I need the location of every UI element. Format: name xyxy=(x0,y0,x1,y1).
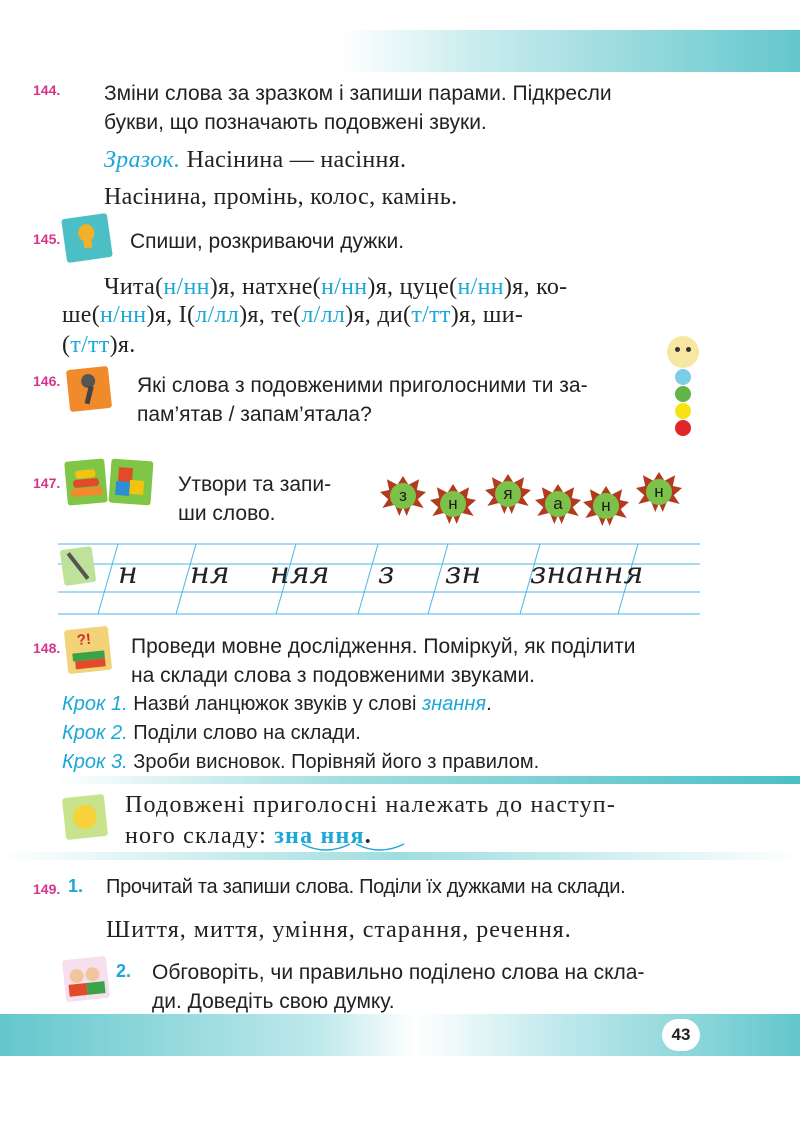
step-3-text: Зроби висновок. Порівняй його з правилом. xyxy=(127,751,540,773)
letter-choice: н/нн xyxy=(320,274,368,300)
syllable-2: ння xyxy=(320,823,365,849)
handwriting-2: ня xyxy=(190,556,230,591)
step-2-label: Крок 2. xyxy=(62,722,128,744)
step-3-label: Крок 3. xyxy=(62,751,128,773)
letter-blocks-icon xyxy=(109,459,154,506)
handwriting-4: з xyxy=(378,556,395,591)
exercise-147-line1: Утвори та запи- xyxy=(178,473,332,496)
word-fragment: )я, І( xyxy=(146,302,196,328)
handwriting-1: н xyxy=(118,556,138,591)
page-number: 43 xyxy=(662,1019,700,1051)
exercise-145-instruction: Спиши, розкриваючи дужки. xyxy=(130,230,405,253)
rule-line2 xyxy=(125,821,705,852)
pencil-note-icon xyxy=(60,546,97,586)
microphone-icon xyxy=(66,366,112,412)
letter-choice: т/тт xyxy=(411,302,451,328)
step-3 xyxy=(62,748,539,777)
rule-top-divider xyxy=(56,776,800,784)
exercise-148-line1: Проведи мовне дослідження. Поміркуй, як поділити xyxy=(131,635,636,658)
exercise-149-instruction2 xyxy=(152,958,702,1016)
exercise-145-text xyxy=(104,272,704,302)
rule-line2-end: . xyxy=(364,823,372,849)
word-fragment: )я, ди( xyxy=(345,302,412,328)
letter-bubble-5: н xyxy=(593,493,619,519)
sample-text: Насінина — насіння. xyxy=(180,147,407,173)
step-1 xyxy=(62,690,539,719)
exercise-148-line2: на склади слова з подовженими звуками. xyxy=(131,664,536,687)
rule-line1: Подовжені приголосні належать до наступ- xyxy=(125,792,617,818)
step-1-label: Крок 1. xyxy=(62,693,128,715)
letter-choice: т/тт xyxy=(70,332,110,358)
exercise-148-steps xyxy=(62,690,539,777)
rule-line2-text: ного складу: xyxy=(125,823,275,849)
exercise-145-line3 xyxy=(62,330,702,360)
syllable-1: зна xyxy=(274,823,314,849)
exercise-145-line2 xyxy=(62,300,702,330)
exercise-149-instruction1: Прочитай та запиши слова. Поділи їх дужками на склади. xyxy=(106,876,626,898)
word-fragment: )я, ко- xyxy=(503,274,568,300)
exercise-146-line1: Які слова з подовженими приголосними ти за- xyxy=(137,374,588,397)
smiley-note-icon xyxy=(62,794,108,840)
exercise-146-line2: пам’ятав / запам’ятала? xyxy=(137,403,372,426)
exercise-145-number: 145. xyxy=(33,231,61,247)
caterpillar-illustration xyxy=(664,334,704,444)
exercise-149-sub2: 2. xyxy=(116,961,132,981)
exercise-145-line1 xyxy=(104,272,704,302)
word-fragment: )я. xyxy=(109,332,136,358)
lightbulb-icon xyxy=(61,213,113,263)
handwriting-3: няя xyxy=(270,556,330,591)
letter-choice: л/лл xyxy=(195,302,240,328)
exercise-149-sub1: 1. xyxy=(68,876,84,896)
letter-bubble-1: з xyxy=(390,483,416,509)
step-1-end: . xyxy=(486,693,492,715)
exercise-144-line1: Зміни слова за зразком і запиши парами. Підкресли xyxy=(104,82,612,105)
step-1-text: Назви́ ланцюжок звуків у слові xyxy=(127,693,422,715)
pyramid-toy-icon xyxy=(64,458,108,505)
books-question-icon: ?! xyxy=(64,626,112,674)
exercise-149-line2: ди. Доведіть свою думку. xyxy=(152,990,395,1013)
exercise-146-question xyxy=(137,371,657,429)
letter-bubble-3: я xyxy=(495,481,521,507)
letter-choice: н/нн xyxy=(457,274,504,300)
exercise-147-instruction xyxy=(178,470,331,528)
children-icon xyxy=(62,956,110,1002)
step-1-word: знання xyxy=(421,693,487,715)
word-fragment: )я, натхне( xyxy=(209,274,321,300)
step-2-text: Поділи слово на склади. xyxy=(127,722,361,744)
word-fragment: ше( xyxy=(62,302,101,328)
exercise-149-words: Шиття, миття, уміння, старання, речення. xyxy=(106,917,572,943)
letter-choice: н/нн xyxy=(100,302,147,328)
exercise-145-text-2 xyxy=(62,300,702,360)
word-fragment: )я, те( xyxy=(239,302,302,328)
exercise-148-number: 148. xyxy=(33,640,61,656)
word-fragment: Чита( xyxy=(104,274,164,300)
exercise-147-line2: ши слово. xyxy=(178,502,276,525)
exercise-148-instruction xyxy=(131,632,711,690)
letter-choice: л/лл xyxy=(301,302,346,328)
exercise-144-number: 144. xyxy=(33,82,61,98)
letter-bubble-6: н xyxy=(646,479,672,505)
handwriting-6: знання xyxy=(530,556,644,591)
rule-text xyxy=(125,790,705,852)
sample-label: Зразок. xyxy=(104,147,181,173)
step-2 xyxy=(62,719,539,748)
word-fragment: ( xyxy=(62,332,71,358)
exercise-149-line1: Обговоріть, чи правильно поділено слова на скла- xyxy=(152,961,645,984)
letter-choice: н/нн xyxy=(163,274,210,300)
exercise-146-number: 146. xyxy=(33,373,61,389)
exercise-144-instruction xyxy=(104,79,704,137)
exercise-144-words: Насінина, промінь, колос, камінь. xyxy=(104,184,458,210)
exercise-144-sample xyxy=(104,145,406,175)
letter-bubble-2: н xyxy=(440,491,466,517)
exercise-147-number: 147. xyxy=(33,475,61,491)
word-fragment: )я, цуце( xyxy=(367,274,458,300)
word-fragment: )я, ши- xyxy=(450,302,524,328)
letter-bubble-4: а xyxy=(545,491,571,517)
handwriting-5: зн xyxy=(445,556,482,591)
exercise-144-line2: букви, що позначають подовжені звуки. xyxy=(104,111,487,134)
header-band xyxy=(340,30,800,72)
exercise-149-number: 149. xyxy=(33,881,61,897)
rule-bottom-divider xyxy=(0,852,800,860)
